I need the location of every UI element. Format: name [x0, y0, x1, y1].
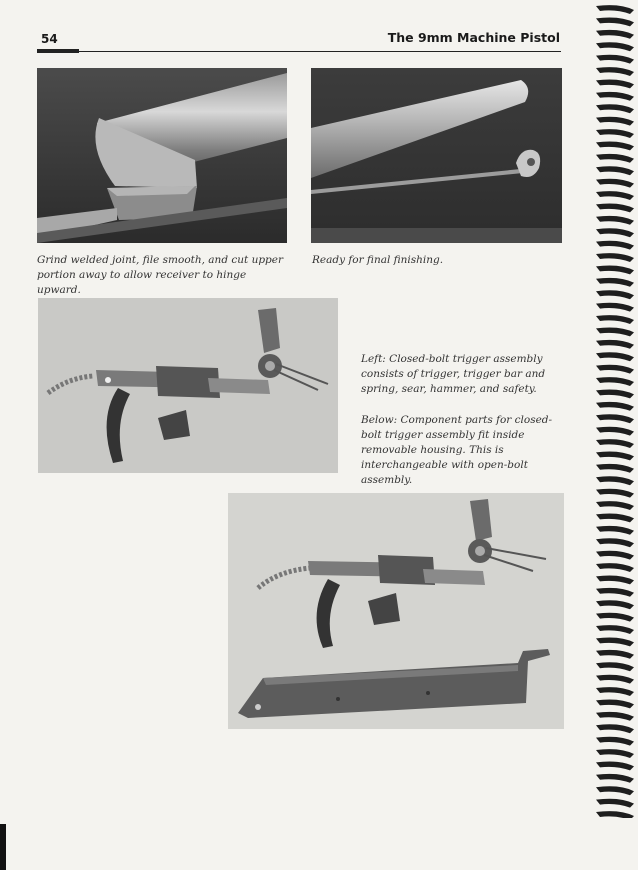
spiral-coil — [596, 786, 634, 795]
spiral-coil — [596, 129, 634, 138]
spiral-coil — [596, 104, 634, 113]
caption-below: Below: Component parts for closed-bolt trigger assembly fit inside removable housing. This is interchangeable with open-bolt assembly. — [361, 414, 553, 486]
spiral-coil — [596, 216, 634, 225]
spiral-coil — [596, 662, 634, 671]
running-title: The 9mm Machine Pistol — [387, 30, 560, 45]
spiral-coil — [596, 67, 634, 76]
spiral-coil — [596, 476, 634, 485]
spiral-coil — [596, 352, 634, 361]
spiral-coil — [596, 737, 634, 746]
welded-receiver-joint-photo-icon — [37, 68, 287, 243]
spiral-coil — [596, 142, 634, 151]
spiral-coil — [596, 625, 634, 634]
spiral-coil — [596, 464, 634, 473]
spiral-coil — [596, 700, 634, 709]
spiral-coil — [596, 439, 634, 448]
trigger-assembly-photo-icon — [38, 298, 338, 473]
spiral-coil — [596, 501, 634, 510]
spiral-coil — [596, 799, 634, 808]
spiral-coil — [596, 315, 634, 324]
spiral-coil — [596, 600, 634, 609]
spiral-coil — [596, 613, 634, 622]
spiral-coil — [596, 724, 634, 733]
spiral-coil — [596, 266, 634, 275]
barrel-ready-photo-icon — [311, 68, 562, 243]
trigger-assembly-photo — [38, 298, 338, 473]
spiral-coil — [596, 687, 634, 696]
spiral-coil — [596, 489, 634, 498]
spiral-coil — [596, 365, 634, 374]
spiral-coil — [596, 154, 634, 163]
spiral-coil — [596, 588, 634, 597]
spiral-coil — [596, 675, 634, 684]
spiral-coil — [596, 551, 634, 560]
spiral-coil — [596, 55, 634, 64]
caption-ready: Ready for final finishing. — [312, 254, 444, 266]
spiral-coil — [596, 253, 634, 262]
spiral-coil — [596, 377, 634, 386]
spiral-coil — [596, 42, 634, 51]
welded-joint-photo — [37, 68, 287, 243]
spiral-coil — [596, 811, 634, 818]
spiral-coil — [596, 538, 634, 547]
spiral-coil — [596, 328, 634, 337]
spiral-coil — [596, 278, 634, 287]
spiral-coil — [596, 5, 634, 14]
spiral-coil — [596, 204, 634, 213]
spiral-coil — [596, 402, 634, 411]
spiral-coil — [596, 179, 634, 188]
spiral-coil — [596, 712, 634, 721]
spiral-coil — [596, 340, 634, 349]
barrel-ready-photo — [311, 68, 562, 243]
spiral-coil — [596, 92, 634, 101]
header-rule — [37, 51, 561, 52]
spiral-coil — [596, 563, 634, 572]
spiral-coil — [596, 191, 634, 200]
spiral-coil — [596, 303, 634, 312]
spiral-coil — [596, 18, 634, 27]
spiral-coil — [596, 290, 634, 299]
spiral-coil — [596, 576, 634, 585]
spiral-coil — [596, 526, 634, 535]
spiral-coil — [596, 241, 634, 250]
component-parts-photo — [228, 493, 564, 729]
spiral-coil — [596, 117, 634, 126]
page-edge-mark — [0, 824, 6, 870]
spiral-coil — [596, 390, 634, 399]
spiral-coil — [596, 414, 634, 423]
spiral-coil — [596, 514, 634, 523]
spiral-coil — [596, 638, 634, 647]
spiral-coil — [596, 762, 634, 771]
spiral-coil — [596, 749, 634, 758]
spiral-coil — [596, 427, 634, 436]
spiral-coil — [596, 650, 634, 659]
trigger-component-parts-photo-icon — [228, 493, 564, 729]
spiral-binding-icon — [590, 0, 638, 818]
caption-left: Left: Closed-bolt trigger assembly consists of trigger, trigger bar and spring, sear, hammer, and safety. — [361, 353, 546, 395]
caption-grind-weld: Grind welded joint, file smooth, and cut upper portion away to allow receiver to hinge upward. — [37, 254, 284, 296]
spiral-coil — [596, 774, 634, 783]
spiral-coil — [596, 80, 634, 89]
spiral-coil — [596, 228, 634, 237]
spiral-coil — [596, 30, 634, 39]
spiral-coil — [596, 452, 634, 461]
page-number: 54 — [41, 32, 58, 46]
spiral-coil — [596, 166, 634, 175]
